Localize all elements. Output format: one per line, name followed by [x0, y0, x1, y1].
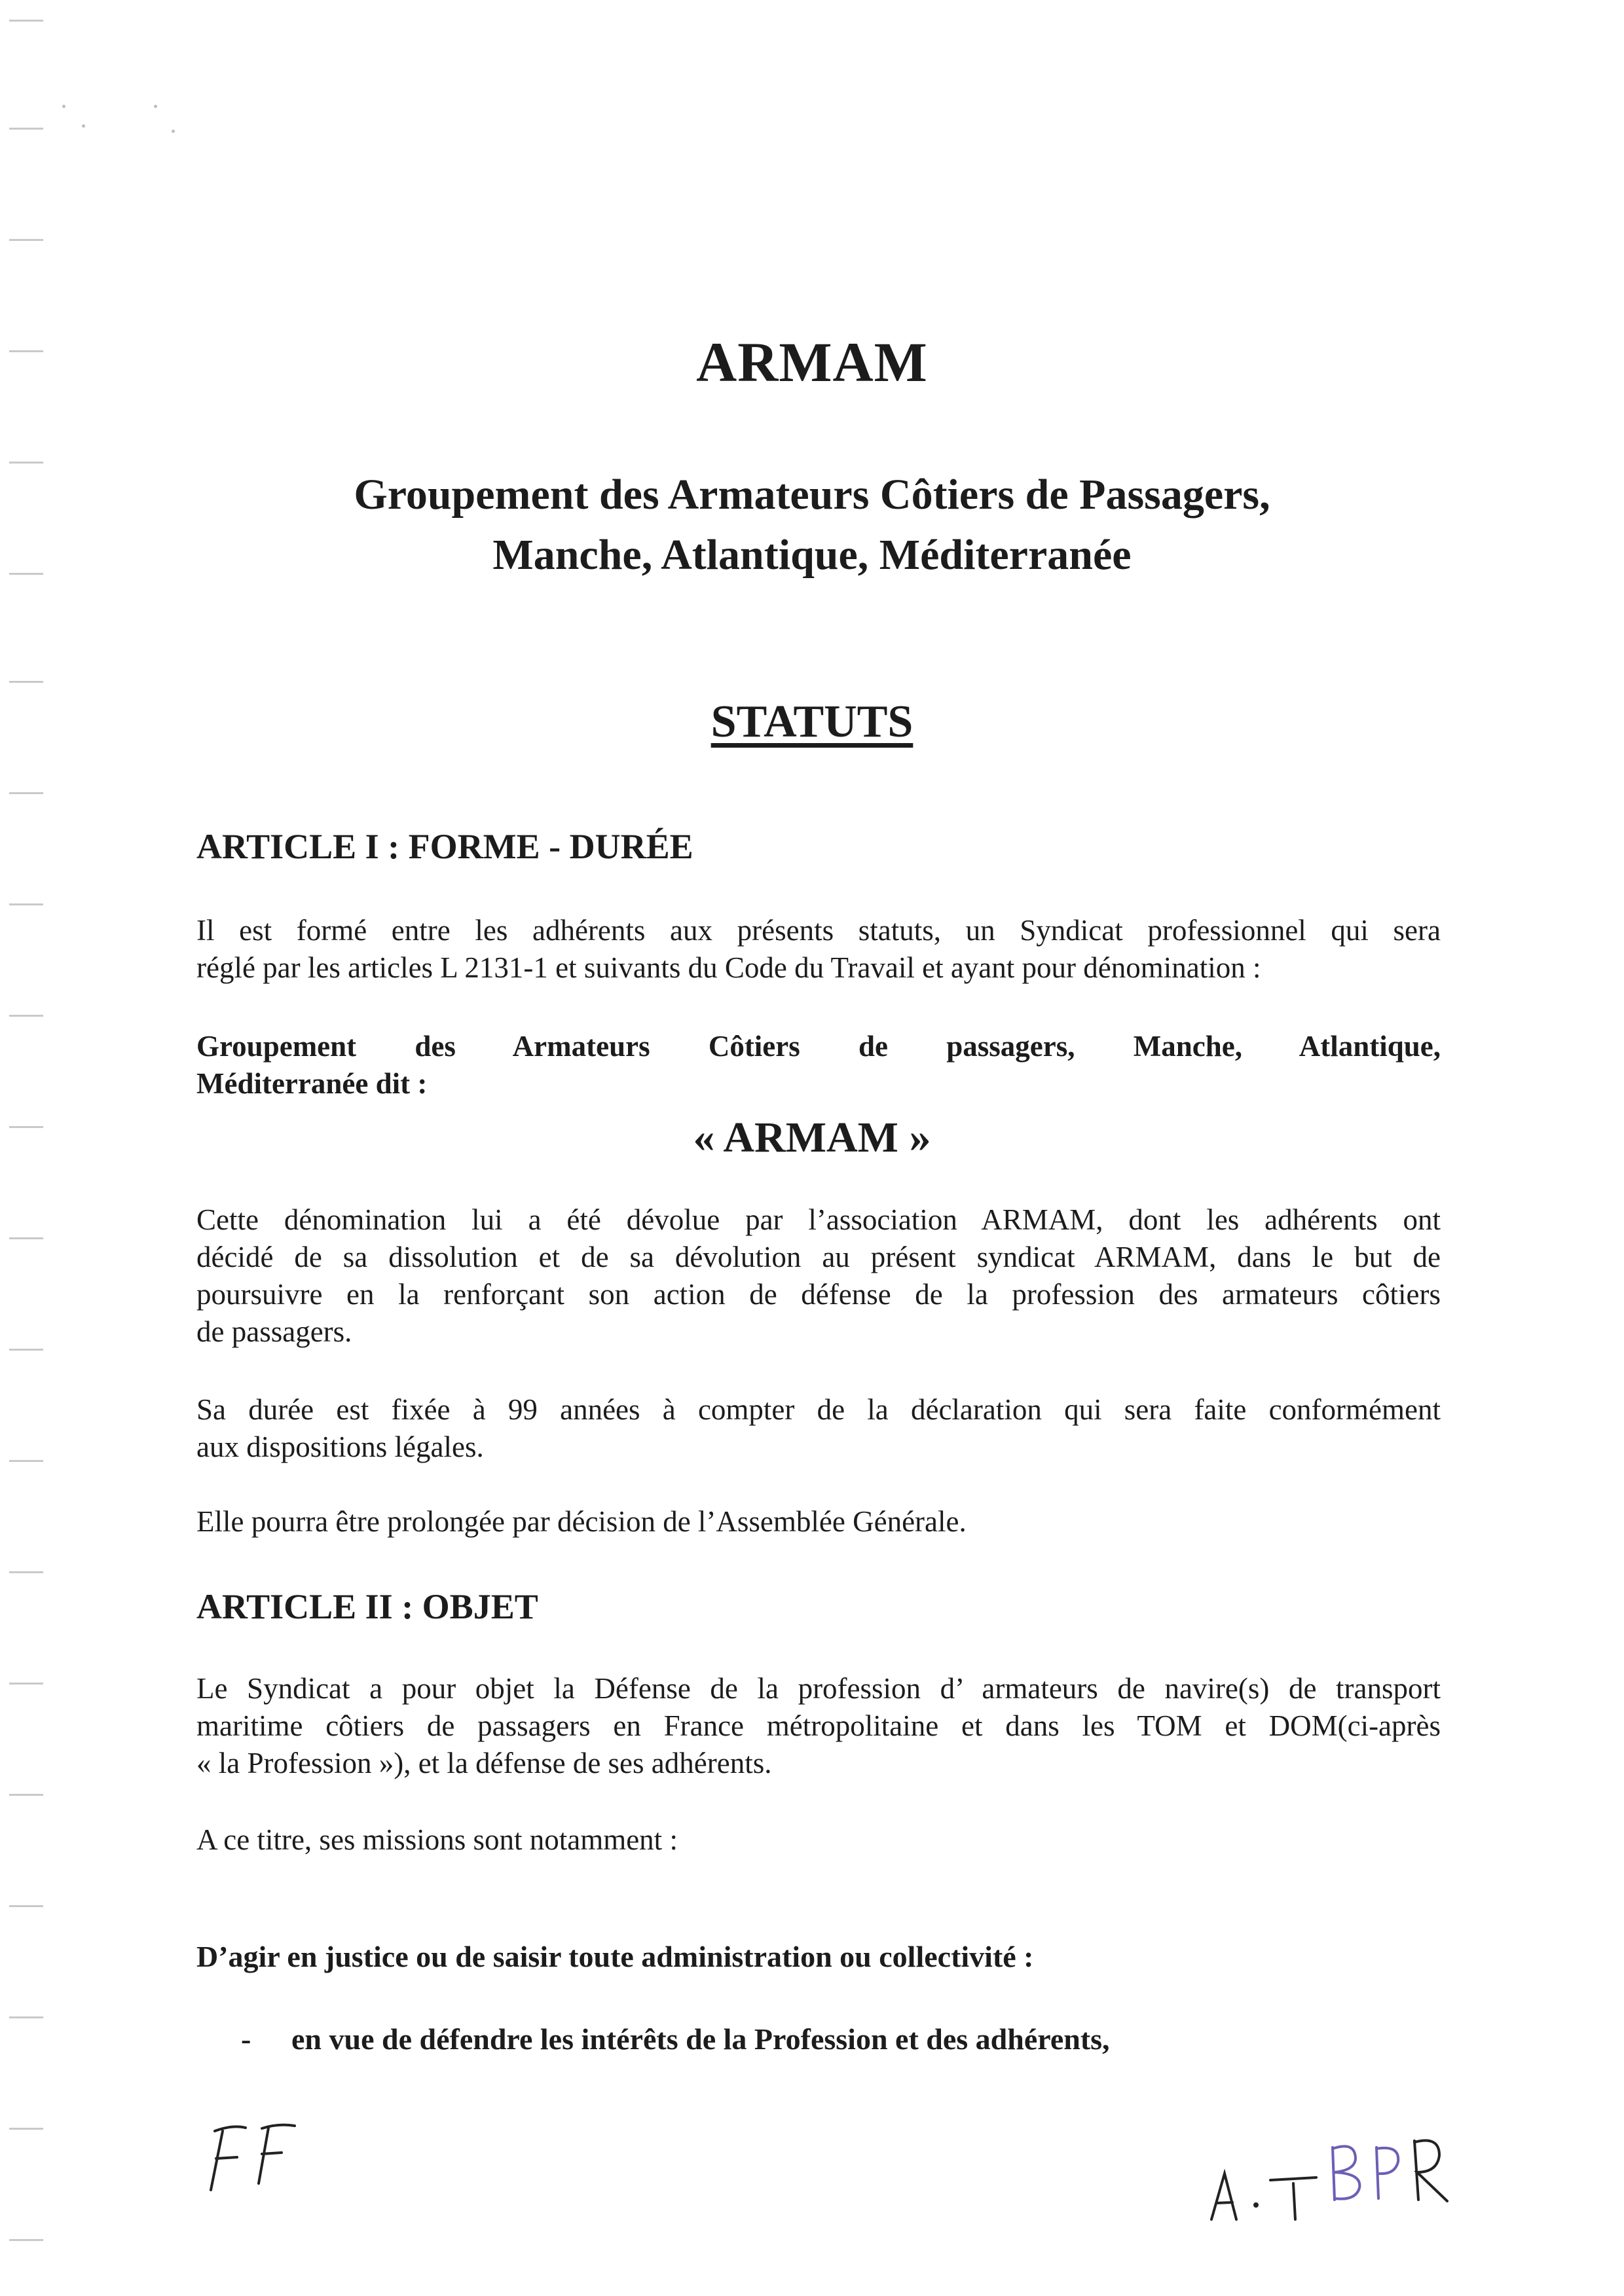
scan-tick [9, 1905, 43, 1907]
handwritten-initials-right [1198, 2121, 1493, 2232]
scan-speck [82, 124, 85, 128]
subtitle-line: Manche, Atlantique, Méditerranée [492, 531, 1132, 579]
paragraph-line: « la Profession »), et la défense de ses adhérents. [196, 1747, 772, 1779]
list-item: en vue de défendre les intérêts de la Profession et des adhérents, [291, 2022, 1110, 2056]
article2-paragraph-2 [196, 1821, 1441, 1859]
paragraph-line: de passagers. [196, 1315, 352, 1348]
scan-tick [9, 1683, 43, 1685]
scan-speck [172, 130, 175, 133]
mission-heading-text: D’agir en justice ou de saisir toute administration ou collectivité : [196, 1940, 1034, 1973]
denomination-line: Méditerranée dit : [196, 1067, 428, 1100]
scan-speck [154, 105, 157, 108]
article1-paragraph-2 [196, 1201, 1441, 1351]
article1-heading: ARTICLE I : FORME - DURÉE [196, 827, 693, 866]
article1-denomination [196, 1028, 1441, 1102]
paragraph-line: aux dispositions légales. [196, 1430, 484, 1463]
scan-tick [9, 239, 43, 241]
article1-paragraph-1 [196, 912, 1441, 987]
scan-tick [9, 2128, 43, 2130]
scan-tick [9, 1349, 43, 1351]
denomination-line: Groupement des Armateurs Côtiers de passagers, Manche, Atlantique, [196, 1030, 1441, 1063]
handwritten-initials-left [196, 2118, 308, 2196]
scan-tick [9, 2239, 43, 2241]
document-title: ARMAM [696, 331, 928, 393]
scan-tick [9, 2016, 43, 2018]
document-subtitle [0, 465, 1624, 585]
paragraph-line: A ce titre, ses missions sont notamment : [196, 1823, 678, 1856]
paragraph-line: réglé par les articles L 2131-1 et suivants du Code du Travail et ayant pour dénomination : [196, 951, 1261, 984]
article1-paragraph-4 [196, 1503, 1441, 1540]
subtitle-line: Groupement des Armateurs Côtiers de Passagers, [354, 471, 1270, 519]
paragraph-line: décidé de sa dissolution et de sa dévolution au présent syndicat ARMAM, dans le but de [196, 1241, 1441, 1273]
section-title [0, 696, 1624, 748]
scan-tick [9, 20, 43, 22]
article2-paragraph-1 [196, 1670, 1441, 1782]
scan-speck [62, 105, 65, 108]
scan-tick [9, 1794, 43, 1796]
paragraph-line: Elle pourra être prolongée par décision de l’Assemblée Générale. [196, 1505, 967, 1538]
scan-tick [9, 1237, 43, 1239]
section-title-text: STATUTS [710, 697, 913, 747]
paragraph-line: Il est formé entre les adhérents aux présents statuts, un Syndicat professionnel qui sera [196, 914, 1441, 947]
scan-tick [9, 903, 43, 905]
scan-tick [9, 128, 43, 130]
article2-heading: ARTICLE II : OBJET [196, 1587, 538, 1626]
paragraph-line: Sa durée est fixée à 99 années à compter de la déclaration qui sera faite conformément [196, 1393, 1441, 1426]
scan-tick [9, 462, 43, 464]
paragraph-line: maritime côtiers de passagers en France métropolitaine et dans les TOM et DOM(ci-après [196, 1709, 1441, 1742]
scan-tick [9, 681, 43, 683]
paragraph-line: poursuivre en la renforçant son action de défense de la profession des armateurs côtiers [196, 1278, 1441, 1311]
scan-tick [9, 792, 43, 794]
brand-name: « ARMAM » [693, 1114, 931, 1161]
scan-tick [9, 1571, 43, 1573]
scan-tick [9, 1460, 43, 1462]
mission-heading [196, 1938, 1441, 1975]
article1-paragraph-3 [196, 1391, 1441, 1466]
scan-tick [9, 1015, 43, 1017]
paragraph-line: Le Syndicat a pour objet la Défense de la profession d’ armateurs de navire(s) de transport [196, 1672, 1441, 1705]
paragraph-line: Cette dénomination lui a été dévolue par l’association ARMAM, dont les adhérents ont [196, 1203, 1441, 1236]
list-bullet: - [241, 2022, 251, 2056]
